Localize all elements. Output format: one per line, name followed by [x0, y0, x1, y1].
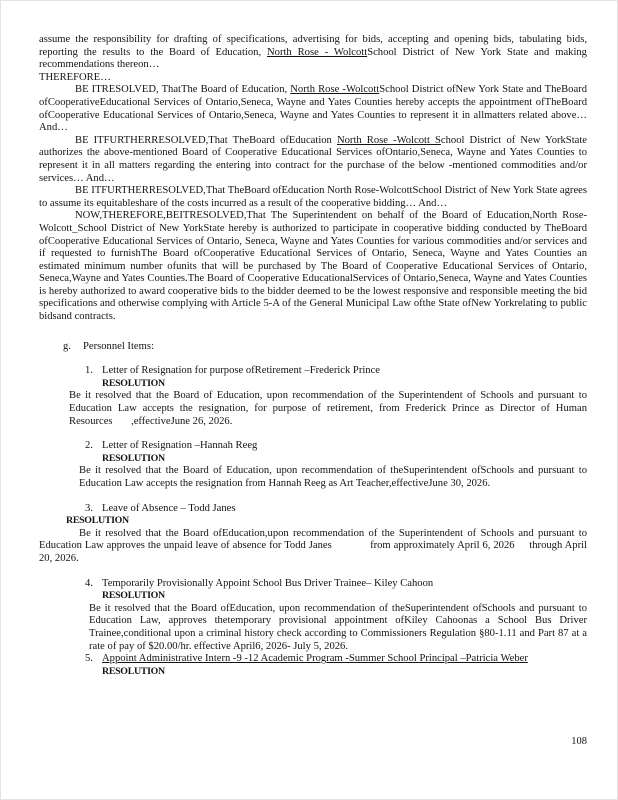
- item-number: 5.: [85, 653, 93, 665]
- therefore-line: THEREFORE…: [39, 71, 111, 83]
- resolution-label: RESOLUTION: [66, 515, 129, 527]
- resolution-body-1: Be it resolved that the Board of Education, upon recommendation of the Superintendent of Schools and pursuant to Education Law accepts the resignation, for purpose of retirement, from Frederick Prince as Director of Human Resources ,effectiveJune 26, 2026.: [69, 390, 587, 427]
- paragraph-further-resolved-2: BE ITFURTHERRESOLVED,That TheBoard ofEducation North Rose-WolcottSchool District of New York State agrees to assume its equitableshare of the costs incurred as a result of the cooperative bidding… And…: [39, 185, 587, 209]
- resolution-body-4: Be it resolved that the Board ofEducation, upon recommendation of theSuperintendent ofSchools and pursuant to Education Law, approves thetemporary provisional appointment ofKiley Cahoonas a School Bus Driver Trainee,conditional upon a criminal history check according to Commissioners Regulation §80-1.11 and Part 87 at a rate of pay of $20.00/hr. effective April6, 2026- July 5, 2026.: [89, 602, 587, 652]
- item-number: 2.: [85, 440, 93, 452]
- section-heading: Personnel Items:: [83, 340, 154, 352]
- item-title: Letter of Resignation –Hannah Reeg: [102, 440, 258, 452]
- personnel-item-3-title-row: [85, 503, 587, 516]
- district-name-underlined: North Rose -Wolcott S: [336, 134, 441, 146]
- resolution-label: RESOLUTION: [102, 665, 165, 677]
- item-number: 4.: [85, 577, 93, 589]
- personnel-item-1-title-row: [85, 365, 587, 378]
- resolution-body-2: Be it resolved that the Board of Education, upon recommendation of theSuperintendent ofSchools and pursuant to Education Law accepts the resignation from Hannah Reeg as Art Teacher,effectiveJune 30, 2026.: [79, 465, 587, 489]
- cooperative-bidding-resolutions: [39, 34, 587, 324]
- personnel-item-4-title-row: [85, 578, 587, 591]
- paragraph-text: chool District of New YorkState authorizes the above-mentioned Board of Cooperative Educational Services ofOntario,Seneca, Wayne and Yates Counties to represent it in all matters regarding the entering into contract for the purchase of the below -mentioned commodities and/or services… And…: [39, 134, 587, 184]
- section-heading-row: [63, 341, 587, 354]
- paragraph-be-it-resolved: [39, 84, 587, 134]
- item-number: 3.: [85, 502, 93, 514]
- paragraph-text: BE ITFURTHERRESOLVED,That TheBoard ofEducation: [75, 134, 337, 146]
- section-letter: g.: [63, 340, 71, 352]
- item-number: 1.: [85, 365, 93, 377]
- personnel-item-5-title-row: [85, 653, 587, 666]
- paragraph-further-resolved-1: [39, 135, 587, 185]
- paragraph-text: BE ITRESOLVED, ThatThe Board of Education,: [75, 84, 291, 96]
- district-name-underlined: North Rose -Wolcott: [290, 84, 380, 96]
- paragraph-now-therefore: NOW,THEREFORE,BEITRESOLVED,That The Superintendent on behalf of the Board of Education,North Rose-Wolcott_School District of New YorkState hereby is authorized to participate in cooperative bidding conducted by TheBoard ofCooperative Educational Services of Ontario, Seneca, Wayne and Yates Counties for various commodities and/or services and if requested to furnishThe Board ofCooperative Educational Services of Ontario, Seneca, Wayne and Yates Counties an estimated minimum number ofunits that will be purchased by The Board of Cooperative Educational Services of Ontario, Seneca,Wayne and Yates Counties.The Board of Cooperative EducationalServices of Ontario,Seneca, Wayne and Yates Counties is hereby authorized to award cooperative bids to the bidder deemed to be the lowest responsive and responsible meeting the bid specifications and otherwise complying with Article 5-A of the General Municipal Law ofthe State ofNew Yorkrelating to public bidsand contracts.: [39, 210, 587, 323]
- paragraph-bid-responsibility: [39, 34, 587, 72]
- resolution-label: RESOLUTION: [102, 377, 165, 389]
- resolution-label: RESOLUTION: [102, 452, 165, 464]
- resolution-label: RESOLUTION: [102, 590, 165, 602]
- item-title-underlined: Appoint Administrative Intern -9 -12 Academic Program -Summer School Principal –Patricia Weber: [102, 653, 528, 665]
- district-name-underlined: North Rose - Wolcott: [267, 46, 368, 58]
- personnel-items-section: [39, 341, 587, 679]
- item-title: Temporarily Provisionally Appoint School Bus Driver Trainee– Kiley Cahoon: [102, 577, 434, 589]
- resolution-body-3: Be it resolved that the Board ofEducation,upon recommendation of the Superintendent of Schools and pursuant to Education Law approves the unpaid leave of absence for Todd Janes from approximately April 6, 2026 through April 20, 2026.: [39, 527, 587, 564]
- paragraph-text: assume the responsibility for drafting of specifications, advertising for bids, accepting and opening bids, tabulating bids, reporting the results to the Board of Education,: [39, 34, 587, 58]
- item-title: Letter of Resignation for purpose ofRetirement –Frederick Prince: [102, 365, 380, 377]
- item-title: Leave of Absence – Todd Janes: [102, 502, 236, 514]
- page-number: 108: [571, 736, 587, 747]
- paragraph-text: School District of New York State and making recommendations thereon…: [39, 46, 587, 71]
- personnel-item-2-title-row: [85, 440, 587, 453]
- paragraph-text: School District ofNew York State and TheBoard ofCooperativeEducational Services of Ontario,Seneca, Wayne and Yates Counties hereby accepts the appointment ofTheBoard ofCooperative Educational Services of Ontario,Seneca, Wayne and Yates Counties to represent it in allmatters related above… And…: [39, 84, 587, 134]
